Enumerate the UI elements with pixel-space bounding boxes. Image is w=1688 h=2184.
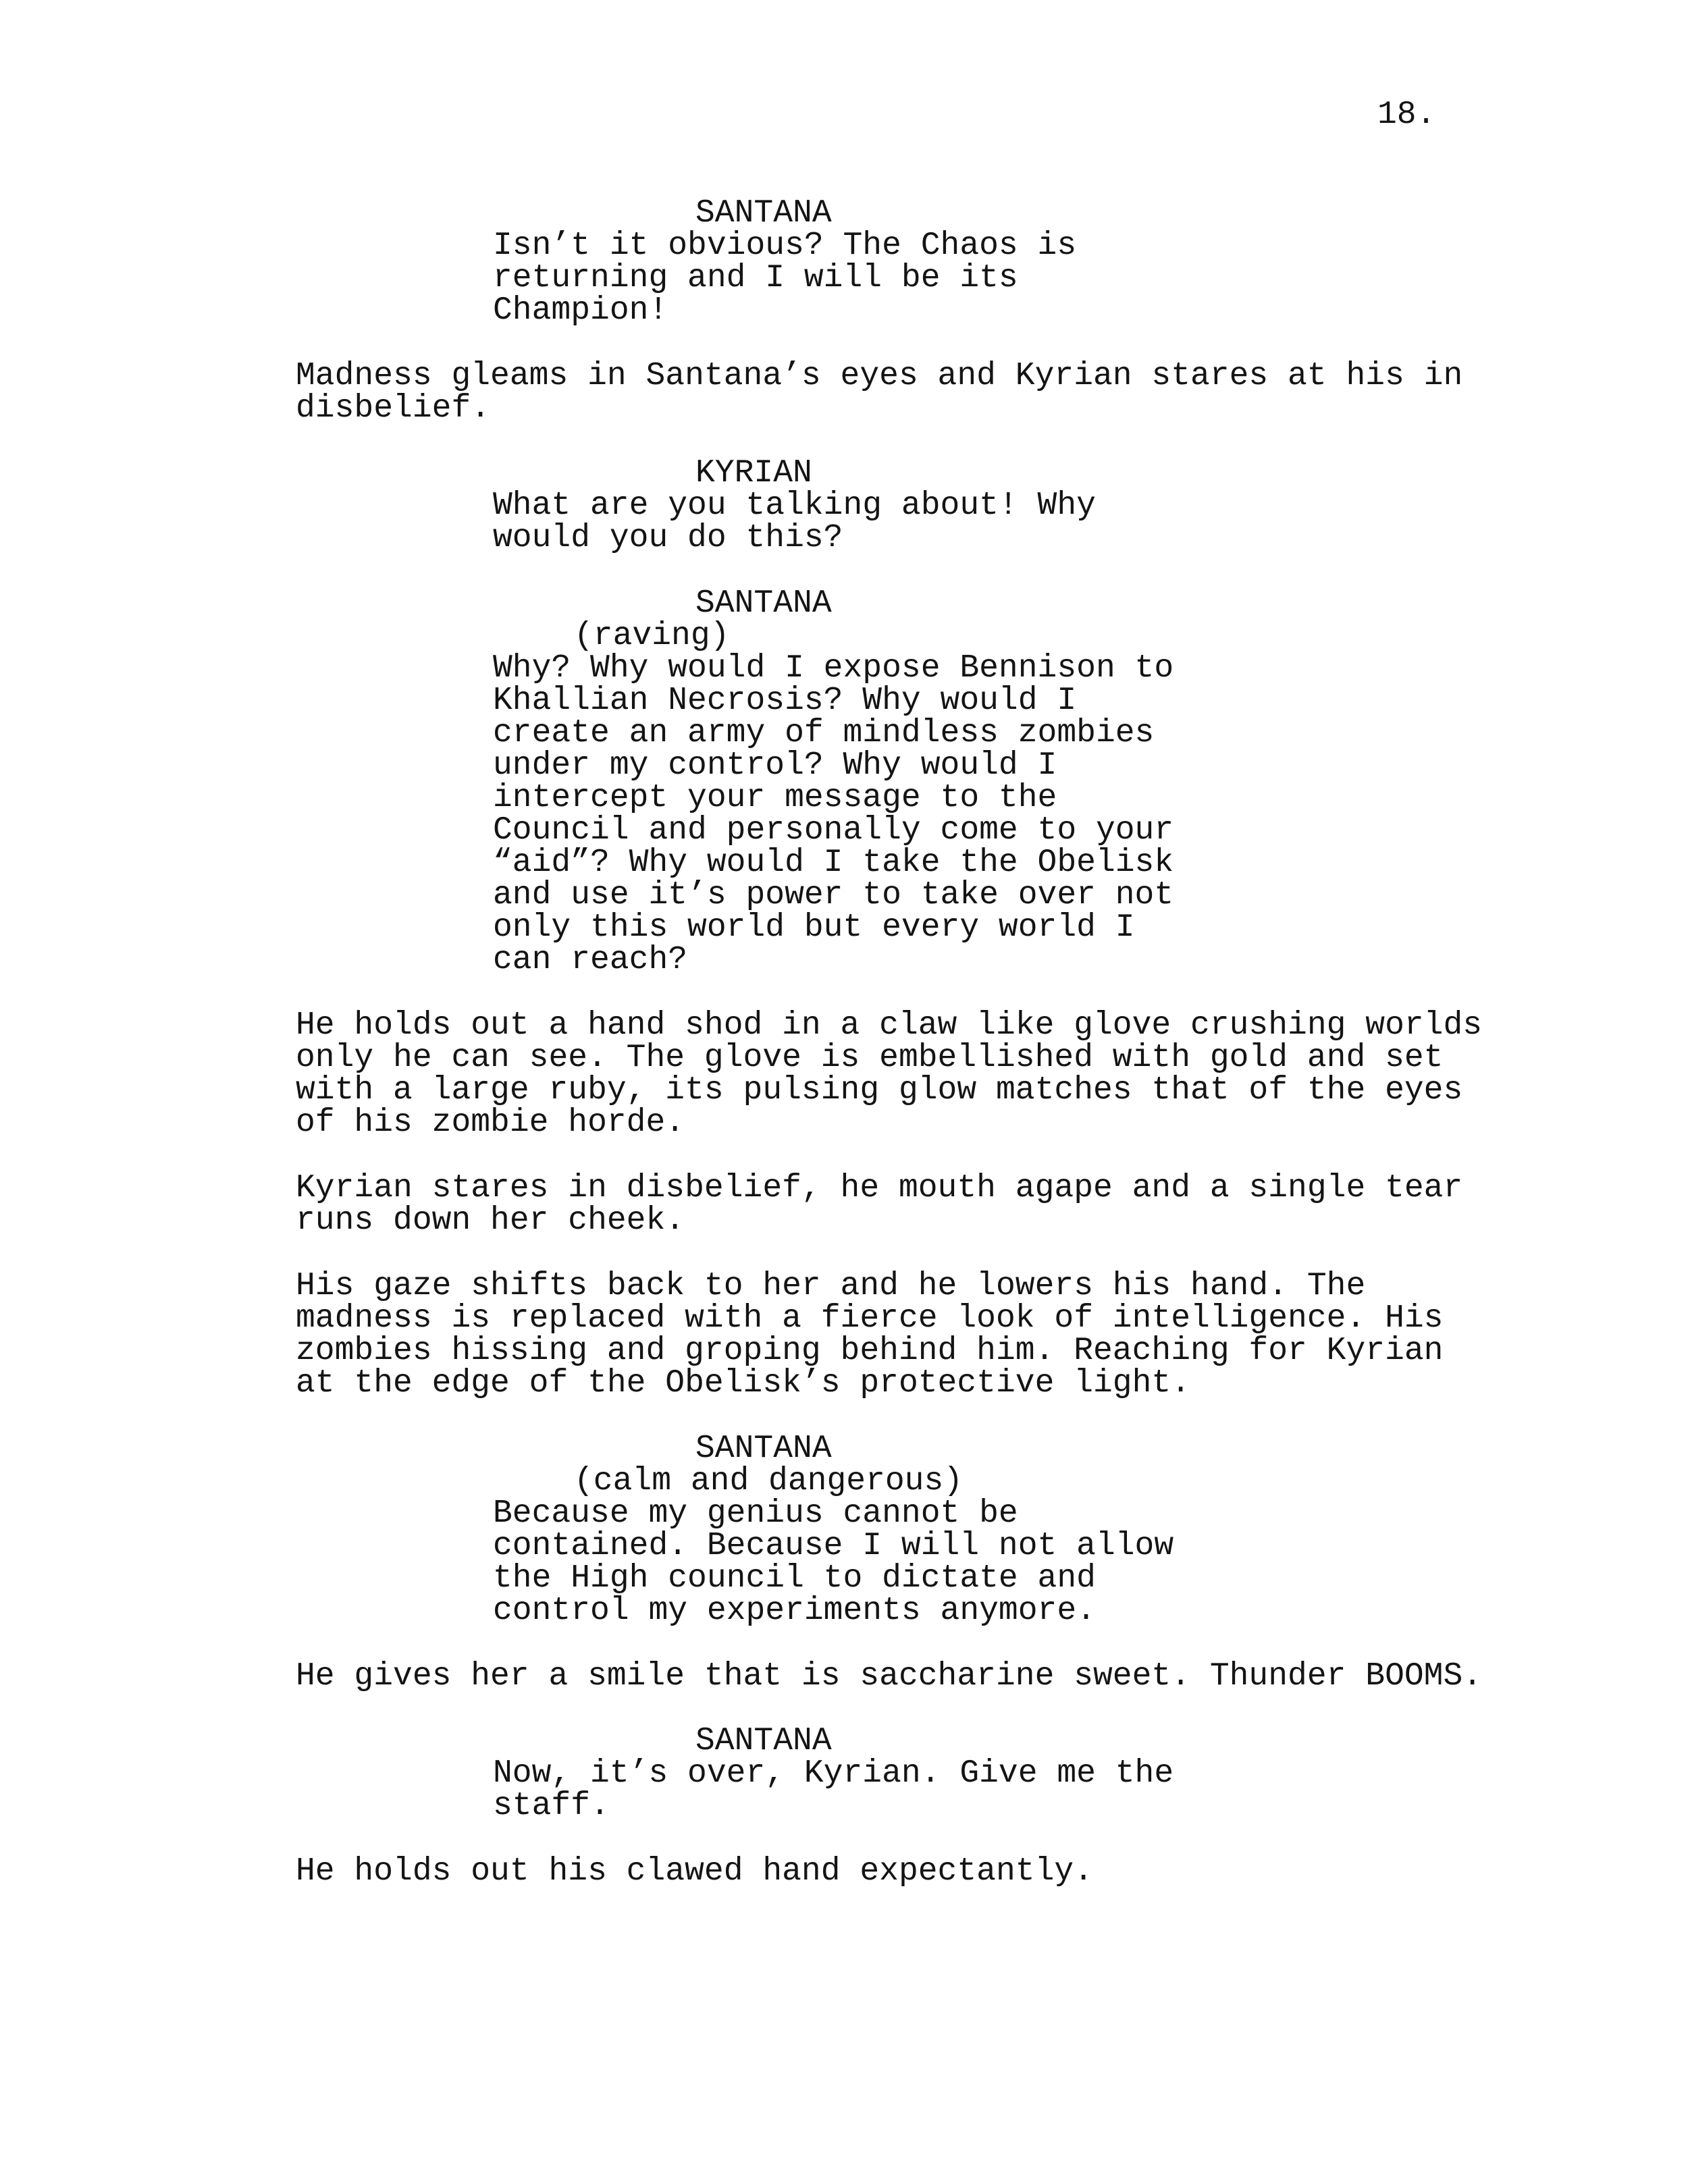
action-line: disbelief. [296,390,491,427]
action-line: of his zombie horde. [296,1104,685,1141]
dialogue-line: Because my genius cannot be [493,1495,1018,1532]
parenthetical: (raving) [574,618,730,654]
character-name: SANTANA [695,1431,832,1467]
dialogue-line: contained. Because I will not allow [493,1528,1174,1564]
parenthetical: (calm and dangerous) [574,1463,964,1499]
dialogue-line: “aid”? Why would I take the Obelisk [493,845,1174,881]
action-line: He holds out his clawed hand expectantly. [296,1853,1093,1890]
action-line: zombies hissing and groping behind him. Reaching for Kyrian [296,1333,1444,1369]
page-number: 18. [1377,97,1436,133]
dialogue-line: staff. [493,1788,610,1824]
character-name: KYRIAN [695,455,812,491]
action-line: madness is replaced with a fierce look of intelligence. His [296,1300,1444,1337]
dialogue-line: Isn’t it obvious? The Chaos is [493,228,1077,264]
action-line: with a large ruby, its pulsing glow matches that of the eyes [296,1072,1463,1109]
action-line: runs down her cheek. [296,1202,685,1239]
dialogue-line: control my experiments anymore. [493,1593,1096,1629]
dialogue-line: can reach? [493,942,688,978]
dialogue-line: under my control? Why would I [493,747,1057,784]
character-name: SANTANA [695,1723,832,1759]
dialogue-line: Council and personally come to your [493,812,1174,849]
dialogue-line: intercept your message to the [493,780,1057,816]
dialogue-line: Champion! [493,292,668,329]
character-name: SANTANA [695,585,832,622]
dialogue-line: Khallian Necrosis? Why would I [493,683,1077,719]
action-line: at the edge of the Obelisk’s protective light. [296,1365,1191,1402]
dialogue-line: only this world but every world I [493,909,1135,946]
dialogue-line: Why? Why would I expose Bennison to [493,650,1174,687]
dialogue-line: would you do this? [493,520,843,556]
dialogue-line: Now, it’s over, Kyrian. Give me the [493,1755,1174,1792]
action-line: He gives her a smile that is saccharine sweet. Thunder BOOMS. [296,1658,1483,1695]
action-line: Kyrian stares in disbelief, he mouth agape and a single tear [296,1170,1463,1206]
dialogue-line: and use it’s power to take over not [493,877,1174,913]
dialogue-line: What are you talking about! Why [493,487,1096,524]
dialogue-line: returning and I will be its [493,260,1018,296]
character-name: SANTANA [695,195,832,232]
action-line: Madness gleams in Santana’s eyes and Kyrian stares at his in [296,358,1463,394]
dialogue-line: create an army of mindless zombies [493,715,1155,751]
action-line: He holds out a hand shod in a claw like glove crushing worlds [296,1007,1483,1044]
action-line: His gaze shifts back to her and he lowers his hand. The [296,1268,1366,1304]
dialogue-line: the High council to dictate and [493,1560,1096,1597]
action-line: only he can see. The glove is embellished with gold and set [296,1040,1444,1076]
